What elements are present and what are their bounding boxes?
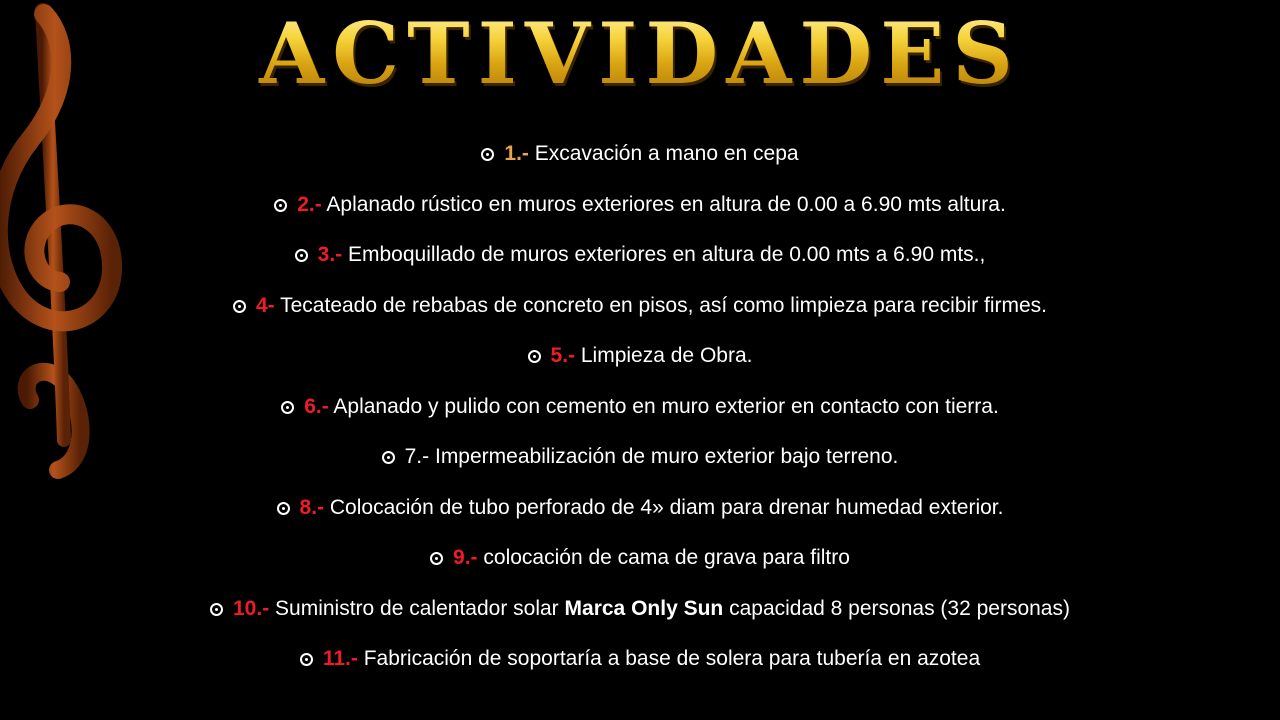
- item-number: 6.-: [304, 394, 329, 418]
- list-item: [0, 432, 1280, 483]
- item-text: Emboquillado de muros exteriores en altura de 0.00 mts a 6.90 mts.,: [348, 243, 986, 266]
- circled-dot-icon: [528, 350, 541, 363]
- item-text: Colocación de tubo perforado de 4» diam para drenar humedad exterior.: [329, 495, 1004, 519]
- list-item: [0, 533, 1280, 584]
- list-item: [0, 382, 1280, 433]
- item-number: 8.-: [299, 495, 325, 519]
- circled-dot-icon: [300, 653, 313, 666]
- circled-dot-icon: [274, 199, 287, 212]
- list-item: [0, 634, 1280, 685]
- list-item: [0, 331, 1280, 382]
- list-item: [0, 483, 1280, 534]
- item-text: Limpieza de Obra.: [580, 344, 753, 367]
- item-text: Aplanado rústico en muros exteriores en altura de 0.00 a 6.90 mts altura.: [326, 192, 1006, 216]
- brand-name: Marca Only Sun: [564, 596, 724, 620]
- item-number: 11.-: [322, 647, 358, 670]
- circled-dot-icon: [481, 148, 494, 161]
- page-title: ACTIVIDADES: [0, 4, 1280, 104]
- item-number: 10.-: [233, 596, 270, 620]
- item-number: 3.-: [317, 243, 343, 266]
- item-text: colocación de cama de grava para filtro: [483, 546, 850, 569]
- item-text: Impermeabilización de muro exterior bajo terreno.: [434, 445, 899, 468]
- list-item: [0, 281, 1280, 332]
- item-text: Excavación a mano en cepa: [534, 142, 799, 165]
- item-number: 7.-: [404, 445, 430, 468]
- circled-dot-icon: [430, 552, 443, 565]
- circled-dot-icon: [295, 249, 308, 262]
- list-item: [0, 230, 1280, 281]
- item-text: capacidad 8 personas (32 personas): [729, 596, 1070, 620]
- circled-dot-icon: [210, 603, 223, 616]
- list-item: [0, 584, 1280, 635]
- item-number: 2.-: [297, 192, 322, 216]
- item-number: 5.-: [550, 344, 576, 367]
- item-text: Aplanado y pulido con cemento en muro exterior en contacto con tierra.: [333, 394, 999, 418]
- activity-list: [0, 129, 1280, 685]
- list-item: [0, 129, 1280, 180]
- item-number: 9.-: [453, 546, 478, 569]
- item-text: Suministro de calentador solar: [275, 596, 559, 620]
- list-item: [0, 180, 1280, 231]
- item-text: Tecateado de rebabas de concreto en pisos, así como limpieza para recibir firmes.: [280, 293, 1048, 317]
- circled-dot-icon: [277, 502, 290, 515]
- item-number: 4-: [255, 293, 275, 317]
- circled-dot-icon: [233, 300, 246, 313]
- circled-dot-icon: [281, 401, 294, 414]
- circled-dot-icon: [382, 451, 395, 464]
- item-number: 1.-: [504, 142, 529, 165]
- item-text: Fabricación de soportaría a base de solera para tubería en azotea: [363, 647, 981, 670]
